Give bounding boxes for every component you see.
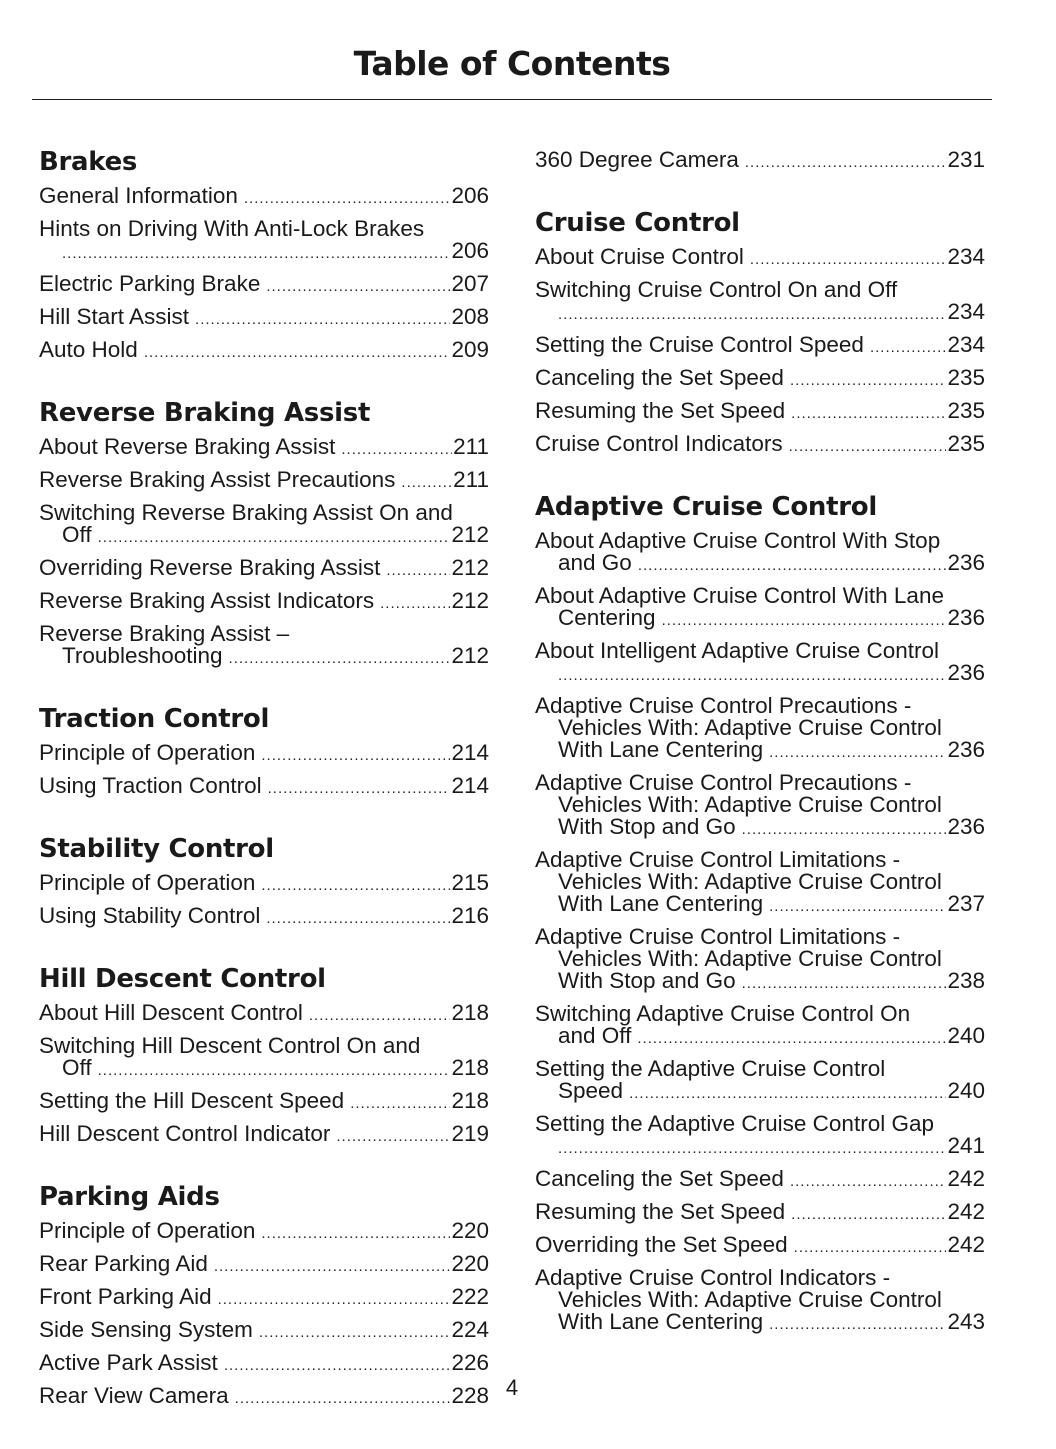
entry-title: About Reverse Braking Assist [39,434,336,459]
dot-leader [558,665,946,687]
entry-title-cont: With Lane Centering [558,737,764,762]
entry-title-cont: Vehicles With: Adaptive Cruise Control [558,1287,942,1312]
section-heading: Stability Control [39,834,274,864]
entry-title: Reverse Braking Assist – [39,621,290,646]
entry-title: Switching Hill Descent Control On and [39,1033,421,1058]
page-ref: 212 [451,643,489,668]
section-heading: Brakes [39,147,138,177]
page-ref: 215 [451,870,489,895]
toc-section-camera-continued [535,145,985,178]
dot-leader [790,1171,947,1193]
page-ref: 218 [451,1000,489,1025]
toc-entry[interactable] [39,1031,489,1086]
dot-leader [742,973,947,995]
entry-title: Switching Cruise Control On and Off [535,277,898,302]
entry-title: Setting the Adaptive Cruise Control [535,1056,886,1081]
page-ref: 212 [451,555,489,580]
page-ref: 206 [451,238,489,263]
entry-title: Front Parking Aid [39,1284,212,1309]
toc-section-traction-control [39,702,489,804]
page-ref: 222 [451,1284,489,1309]
dot-leader [244,188,451,210]
dot-leader [794,1237,947,1259]
toc-entry[interactable] [535,330,985,363]
section-heading: Reverse Braking Assist [39,398,371,428]
dot-leader [98,1060,451,1082]
page-ref: 231 [947,147,985,172]
entry-title: Cruise Control Indicators [535,431,783,456]
page-number: 4 [505,1375,519,1400]
page-ref: 216 [451,903,489,928]
dot-leader [769,1314,946,1336]
entry-title: Overriding Reverse Braking Assist [39,555,381,580]
page-ref: 209 [451,337,489,362]
dot-leader [218,1289,451,1311]
toc-section-reverse-braking-assist [39,396,489,674]
entry-title-cont: With Lane Centering [558,891,764,916]
dot-leader [336,1126,450,1148]
dot-leader [742,819,947,841]
entry-title: Setting the Hill Descent Speed [39,1088,345,1113]
entry-title: Side Sensing System [39,1317,253,1342]
entry-title: Using Stability Control [39,903,261,928]
page-ref: 236 [947,737,985,762]
toc-entry[interactable] [535,922,985,999]
page-ref: 237 [947,891,985,916]
entry-title: Overriding the Set Speed [535,1232,788,1257]
toc-entry[interactable] [535,429,985,462]
entry-title-cont: Off [62,1055,92,1080]
toc-column-left [39,145,489,1414]
page-ref: 235 [947,398,985,423]
entry-title: Resuming the Set Speed [535,1199,786,1224]
dot-leader [144,342,451,364]
toc-entry[interactable] [39,1282,489,1315]
toc-entry[interactable] [39,181,489,214]
toc-entry[interactable] [39,553,489,586]
toc-entry[interactable] [39,1216,489,1249]
entry-title: Principle of Operation [39,1218,256,1243]
dot-leader [629,1083,946,1105]
entry-title-cont: Speed [558,1078,624,1103]
entry-title: Reverse Braking Assist Precautions [39,467,396,492]
entry-title: Adaptive Cruise Control Limitations - [535,924,901,949]
toc-entry[interactable] [535,845,985,922]
toc-entry[interactable] [535,1263,985,1340]
page-ref: 240 [947,1078,985,1103]
dot-leader [380,593,450,615]
dot-leader [790,370,947,392]
toc-entry[interactable] [39,868,489,901]
page-ref: 224 [451,1317,489,1342]
entry-title: General Information [39,183,238,208]
dot-leader [750,249,947,271]
dot-leader [558,304,946,326]
page-ref: 238 [947,968,985,993]
toc-section-hill-descent-control [39,962,489,1152]
dot-leader [259,1322,451,1344]
dot-leader [224,1355,451,1377]
entry-title: Electric Parking Brake [39,271,261,296]
dot-leader [745,152,947,174]
dot-leader [62,243,450,265]
entry-title-cont: Troubleshooting [62,643,223,668]
entry-title: Canceling the Set Speed [535,1166,784,1191]
entry-title: About Intelligent Adaptive Cruise Control [535,638,939,663]
entry-title-cont: With Lane Centering [558,1309,764,1334]
toc-entry[interactable] [535,1197,985,1230]
page-ref: 241 [947,1133,985,1158]
toc-entry[interactable] [39,214,489,269]
toc-entry[interactable] [535,1164,985,1197]
dot-leader [268,778,451,800]
section-heading: Adaptive Cruise Control [535,492,877,522]
entry-title: Reverse Braking Assist Indicators [39,588,375,613]
section-heading: Parking Aids [39,1182,220,1212]
dot-leader [98,527,451,549]
toc-section-adaptive-cruise-control [535,490,985,1340]
dot-leader [791,403,946,425]
toc-section-cruise-control [535,206,985,462]
entry-title: Using Traction Control [39,773,262,798]
toc-entry[interactable] [535,1109,985,1164]
page-ref: 235 [947,365,985,390]
dot-leader [870,337,947,359]
toc-column-right [535,145,985,1340]
toc-entry[interactable] [535,999,985,1054]
toc-entry[interactable] [535,363,985,396]
entry-title-cont: Off [62,522,92,547]
entry-title-cont: Vehicles With: Adaptive Cruise Control [558,715,942,740]
toc-entry[interactable] [535,768,985,845]
entry-title: Adaptive Cruise Control Limitations - [535,847,901,872]
entry-title: 360 Degree Camera [535,147,739,172]
toc-entry[interactable] [39,619,489,674]
page-ref: 214 [451,740,489,765]
page-ref: 220 [451,1218,489,1243]
entry-title-cont: Vehicles With: Adaptive Cruise Control [558,792,942,817]
toc-entry[interactable] [535,145,985,178]
entry-title-cont: Vehicles With: Adaptive Cruise Control [558,869,942,894]
dot-leader [214,1256,451,1278]
entry-title: About Adaptive Cruise Control With Stop [535,528,941,553]
dot-leader [401,472,452,494]
page-ref: 236 [947,814,985,839]
toc-entry[interactable] [39,335,489,368]
entry-title: Rear Parking Aid [39,1251,208,1276]
page-title: Table of Contents [353,44,671,83]
dot-leader [662,610,947,632]
page-ref: 211 [453,467,489,492]
dot-leader [309,1005,451,1027]
toc-entry[interactable] [39,269,489,302]
entry-title: Principle of Operation [39,740,256,765]
entry-title: Setting the Cruise Control Speed [535,332,864,357]
page-ref: 236 [947,550,985,575]
toc-entry[interactable] [39,1086,489,1119]
dot-leader [637,1028,946,1050]
toc-entry[interactable] [39,302,489,335]
page-ref: 212 [451,588,489,613]
entry-title-cont: Centering [558,605,656,630]
entry-title: Adaptive Cruise Control Precautions - [535,770,912,795]
dot-leader [261,1223,450,1245]
page-ref: 214 [451,773,489,798]
entry-title: About Cruise Control [535,244,744,269]
dot-leader [266,908,450,930]
entry-title: About Hill Descent Control [39,1000,303,1025]
toc-entry[interactable] [39,465,489,498]
entry-title-cont: and Off [558,1023,632,1048]
toc-entry[interactable] [535,275,985,330]
page-ref: 206 [451,183,489,208]
page-ref: 240 [947,1023,985,1048]
dot-leader [769,742,946,764]
page-ref: 243 [947,1309,985,1334]
dot-leader [229,648,451,670]
toc-entry[interactable] [39,901,489,934]
entry-title-cont: With Stop and Go [558,814,736,839]
entry-title: Principle of Operation [39,870,256,895]
page-ref: 207 [451,271,489,296]
page-ref: 234 [947,244,985,269]
page-ref: 242 [947,1166,985,1191]
entry-title-cont: With Stop and Go [558,968,736,993]
dot-leader [341,439,452,461]
section-heading: Traction Control [39,704,270,734]
entry-title: Hints on Driving With Anti-Lock Brakes [39,216,425,241]
toc-entry[interactable] [39,771,489,804]
page-ref: 219 [451,1121,489,1146]
entry-title: Switching Reverse Braking Assist On and [39,500,453,525]
page-ref: 242 [947,1232,985,1257]
page-ref: 228 [451,1383,489,1408]
entry-title: Auto Hold [39,337,138,362]
toc-entry[interactable] [39,1249,489,1282]
page-ref: 234 [947,332,985,357]
toc-entry[interactable] [39,1315,489,1348]
toc-entry[interactable] [535,1230,985,1263]
title-divider [32,99,992,100]
entry-title: Resuming the Set Speed [535,398,786,423]
toc-entry[interactable] [535,1054,985,1109]
dot-leader [558,1138,946,1160]
toc-entry[interactable] [39,586,489,619]
toc-entry[interactable] [535,581,985,636]
entry-title-cont: and Go [558,550,632,575]
toc-entry[interactable] [39,998,489,1031]
toc-section-brakes [39,145,489,368]
entry-title: Adaptive Cruise Control Indicators - [535,1265,891,1290]
toc-entry[interactable] [535,526,985,581]
toc-entry[interactable] [39,498,489,553]
page-ref: 211 [453,434,489,459]
entry-title: Active Park Assist [39,1350,218,1375]
dot-leader [261,745,450,767]
entry-title: Rear View Camera [39,1383,229,1408]
page-ref: 212 [451,522,489,547]
entry-title: Hill Start Assist [39,304,190,329]
page-ref: 220 [451,1251,489,1276]
toc-entry[interactable] [39,432,489,465]
dot-leader [266,276,450,298]
page-ref: 218 [451,1055,489,1080]
dot-leader [386,560,450,582]
page-ref: 208 [451,304,489,329]
dot-leader [769,896,946,918]
section-heading: Hill Descent Control [39,964,326,994]
dot-leader [261,875,450,897]
entry-title: Hill Descent Control Indicator [39,1121,331,1146]
page-ref: 235 [947,431,985,456]
entry-title: Adaptive Cruise Control Precautions - [535,693,912,718]
dot-leader [791,1204,946,1226]
entry-title: Switching Adaptive Cruise Control On [535,1001,911,1026]
dot-leader [350,1093,450,1115]
page-ref: 236 [947,660,985,685]
page-ref: 236 [947,605,985,630]
page-ref: 218 [451,1088,489,1113]
entry-title: About Adaptive Cruise Control With Lane [535,583,944,608]
dot-leader [195,309,450,331]
entry-title: Setting the Adaptive Cruise Control Gap [535,1111,934,1136]
toc-entry[interactable] [535,242,985,275]
page-ref: 234 [947,299,985,324]
toc-entry[interactable] [39,738,489,771]
page-ref: 226 [451,1350,489,1375]
page-ref: 242 [947,1199,985,1224]
dot-leader [789,436,947,458]
toc-section-stability-control [39,832,489,934]
entry-title: Canceling the Set Speed [535,365,784,390]
entry-title-cont: Vehicles With: Adaptive Cruise Control [558,946,942,971]
toc-entry[interactable] [535,396,985,429]
toc-entry[interactable] [535,636,985,691]
toc-entry[interactable] [535,691,985,768]
section-heading: Cruise Control [535,208,740,238]
dot-leader [638,555,947,577]
toc-entry[interactable] [39,1119,489,1152]
